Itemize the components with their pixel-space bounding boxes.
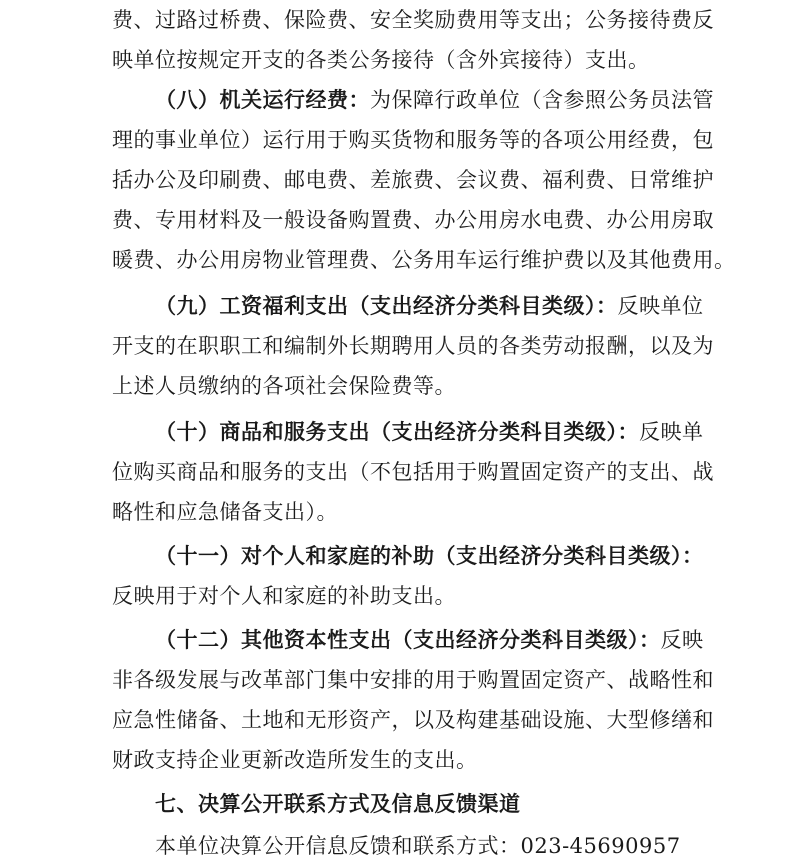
- para-10-line-1-text: 反映单: [639, 420, 704, 444]
- para-7-line-1: 费、过路过桥费、保险费、安全奖励费用等支出；公务接待费反: [112, 8, 714, 32]
- para-11-line-2: 反映用于对个人和家庭的补助支出。: [112, 584, 456, 608]
- para-11-heading: （十一）对个人和家庭的补助（支出经济分类科目类级）：: [155, 543, 704, 568]
- para-10-line-3: 略性和应急储备支出）。: [112, 500, 338, 524]
- para-12-heading: （十二）其他资本性支出（支出经济分类科目类级）：: [155, 627, 661, 652]
- para-10-line-1: [155, 412, 755, 452]
- para-12-line-1: [155, 620, 755, 660]
- para-8-heading: （八）机关运行经费：: [155, 87, 370, 112]
- para-9-line-1-text: 反映单位: [617, 294, 704, 318]
- para-9-heading: （九）工资福利支出（支出经济分类科目类级）：: [155, 293, 618, 318]
- para-9-line-2: 开支的在职职工和编制外长期聘用人员的各类劳动报酬，以及为: [112, 334, 714, 358]
- para-10-heading: （十）商品和服务支出（支出经济分类科目类级）：: [155, 419, 639, 444]
- para-12-line-3: 应急性储备、土地和无形资产，以及构建基础设施、大型修缮和: [112, 708, 714, 732]
- para-8-line-1-text: 为保障行政单位（含参照公务员法管: [370, 88, 714, 112]
- para-12-line-4: 财政支持企业更新改造所发生的支出。: [112, 748, 478, 772]
- section-7-heading: 七、决算公开联系方式及信息反馈渠道: [155, 791, 521, 816]
- para-8-line-4: 费、专用材料及一般设备购置费、办公用房水电费、办公用房取: [112, 208, 714, 232]
- contact-line: 本单位决算公开信息反馈和联系方式：023-45690957: [155, 834, 681, 858]
- para-8-line-2: 理的事业单位）运行用于购买货物和服务等的各项公用经费，包: [112, 128, 714, 152]
- para-9-line-1: [155, 286, 755, 326]
- para-8-line-5: 暖费、办公用房物业管理费、公务用车运行维护费以及其他费用。: [112, 248, 736, 272]
- para-8-line-1: [155, 80, 755, 120]
- para-8-line-3: 括办公及印刷费、邮电费、差旅费、会议费、福利费、日常维护: [112, 168, 714, 192]
- para-11-line-1: [155, 536, 755, 576]
- para-12-line-2: 非各级发展与改革部门集中安排的用于购置固定资产、战略性和: [112, 668, 714, 692]
- para-12-line-1-text: 反映: [660, 628, 704, 652]
- para-9-line-3: 上述人员缴纳的各项社会保险费等。: [112, 374, 456, 398]
- para-7-line-2: 映单位按规定开支的各类公务接待（含外宾接待）支出。: [112, 48, 650, 72]
- para-10-line-2: 位购买商品和服务的支出（不包括用于购置固定资产的支出、战: [112, 460, 714, 484]
